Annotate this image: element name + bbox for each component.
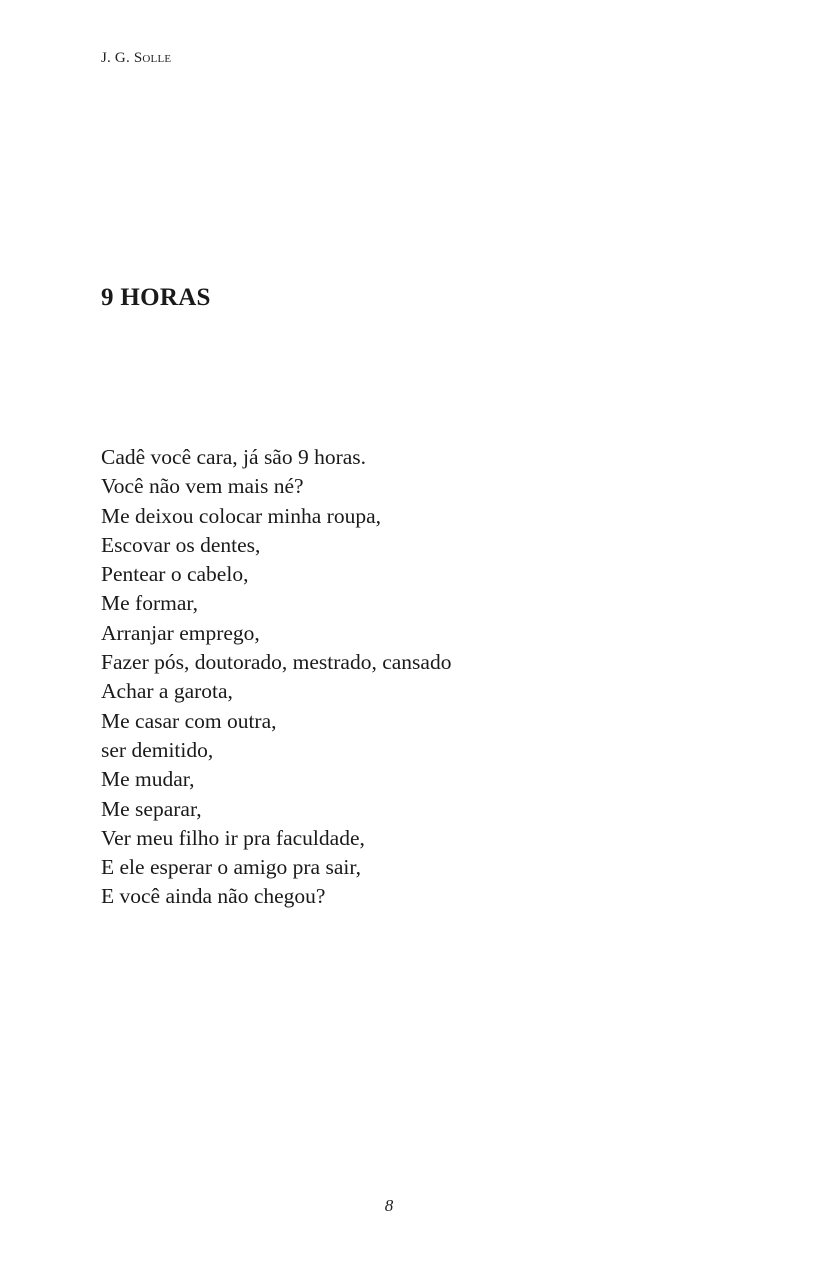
running-header-author: J. G. Solle bbox=[101, 50, 172, 66]
poem-line: Me separar, bbox=[101, 796, 202, 821]
poem-line: Pentear o cabelo, bbox=[101, 562, 249, 587]
poem-line: Escovar os dentes, bbox=[101, 532, 261, 557]
poem-line: Cadê você cara, já são 9 horas. bbox=[101, 445, 367, 469]
poem-line: Me casar com outra, bbox=[101, 708, 277, 733]
poem-line: E você ainda não chegou? bbox=[101, 884, 326, 909]
poem-line: Você não vem mais né? bbox=[101, 474, 304, 499]
poem-line: Me deixou colocar minha roupa, bbox=[101, 503, 382, 528]
poem-line: ser demitido, bbox=[101, 737, 214, 762]
poem-body bbox=[101, 443, 451, 912]
poem-line: Me formar, bbox=[101, 591, 199, 616]
poem-line: Achar a garota, bbox=[101, 679, 233, 704]
page-number: 8 bbox=[384, 1196, 394, 1215]
poem-line: Arranjar emprego, bbox=[101, 620, 260, 645]
poem-title: 9 HORAS bbox=[101, 284, 211, 311]
poem-line: Ver meu filho ir pra faculdade, bbox=[101, 825, 365, 850]
poem-line: E ele esperar o amigo pra sair, bbox=[101, 855, 362, 880]
poem-line: Fazer pós, doutorado, mestrado, cansado bbox=[101, 650, 452, 675]
poem-line: Me mudar, bbox=[101, 767, 195, 792]
